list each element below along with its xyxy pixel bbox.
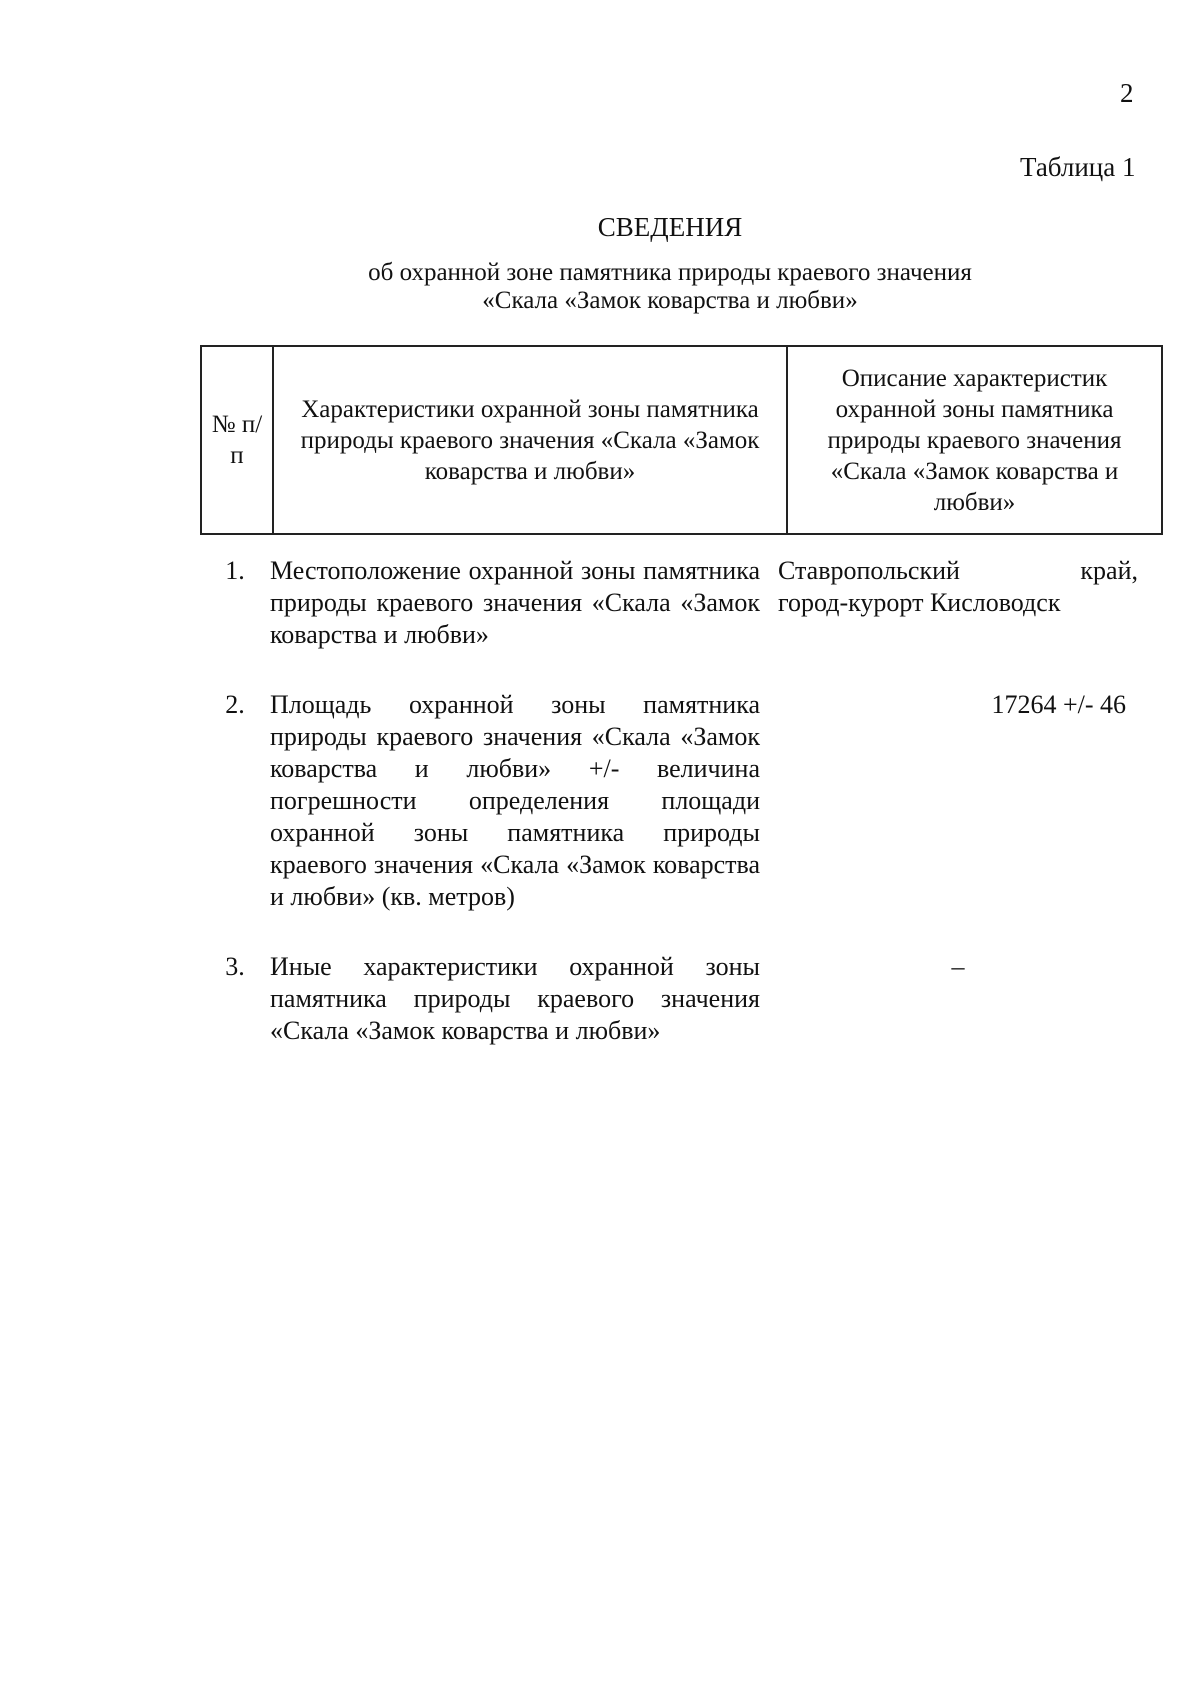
table-row — [200, 555, 1145, 651]
subtitle-line-1: об охранной зоне памятника природы краевого значения — [368, 259, 972, 286]
row-description — [778, 555, 1138, 619]
page-number: 2 — [1120, 78, 1134, 108]
header-cell-description: Описание характеристик охранной зоны памятника природы краевого значения «Скала «Замок коварства и любви» — [787, 346, 1162, 534]
header-cell-characteristic: Характеристики охранной зоны памятника природы краевого значения «Скала «Замок коварства и любви» — [273, 346, 787, 534]
row-characteristic: Иные характеристики охранной зоны памятника природы краевого значения «Скала «Замок коварства и любви» — [270, 952, 760, 1045]
table-row — [200, 689, 1145, 913]
row-description: 17264 +/- 46 — [991, 690, 1126, 719]
row-number: 2. — [225, 690, 245, 719]
row-number: 3. — [225, 952, 245, 981]
table-header-row — [201, 346, 1162, 534]
row-number: 1. — [225, 556, 245, 585]
row-characteristic: Площадь охранной зоны памятника природы краевого значения «Скала «Замок коварства и любви» +/- величина погрешности определения площади охранной зоны памятника природы краевого значения «Скала «Замок коварства и любви» (кв. метров) — [270, 690, 760, 911]
row-description-line-1: Ставропольский край, — [778, 556, 1138, 585]
table-body — [200, 555, 1145, 1085]
table-row — [200, 951, 1145, 1047]
table-header — [200, 345, 1163, 535]
table-label: Таблица 1 — [1020, 152, 1136, 182]
document-title: СВЕДЕНИЯ — [597, 212, 743, 242]
subtitle-line-2: «Скала «Замок коварства и любви» — [482, 287, 858, 314]
row-description-line-2: город-курорт Кисловодск — [778, 588, 1061, 617]
row-description: – — [951, 952, 965, 981]
document-subtitle — [0, 259, 1200, 315]
header-cell-number: № п/п — [201, 346, 273, 534]
row-characteristic: Местоположение охранной зоны памятника природы краевого значения «Скала «Замок коварства и любви» — [270, 556, 760, 649]
